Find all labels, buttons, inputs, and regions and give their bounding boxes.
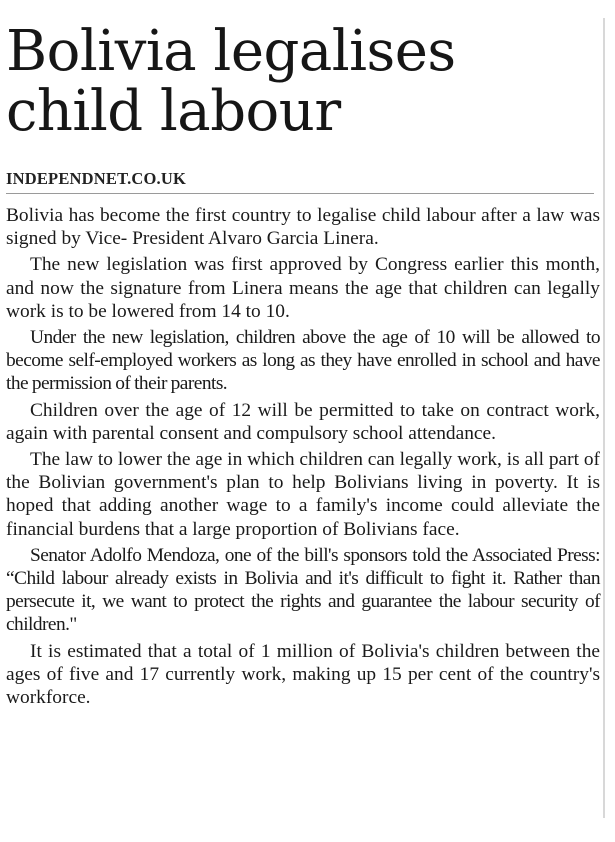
paragraph-2: The new legislation was first approved by Congress earlier this month, and now the signature from Linera means the age that children can legally work is to be lowered from 14 to 10. [6, 254, 600, 322]
article-source: INDEPENDNET.CO.UK [6, 169, 187, 188]
column-divider [603, 18, 605, 818]
source-divider [6, 193, 594, 194]
news-article [6, 0, 600, 712]
paragraph-5: The law to lower the age in which children can legally work, is all part of the Bolivian government's plan to help Bolivians living in poverty. It is hoped that adding another wage to a family's income could alleviate the financial burdens that a large proportion of Bolivians face. [6, 449, 600, 540]
paragraph-6: Senator Adolfo Mendoza, one of the bill's sponsors told the Associated Press: “Child labour already exists in Bolivia and it's difficult to fight it. Rather than persecute it, we want to protect the rights and guarantee the labour security of children." [6, 544, 600, 636]
paragraph-7: It is estimated that a total of 1 million of Bolivia's children between the ages of five and 17 currently work, making up 15 per cent of the country's workforce. [6, 640, 600, 709]
headline-line-1: Bolivia legalises [6, 19, 456, 84]
headline-line-2: child labour [6, 79, 341, 144]
paragraph-3: Under the new legislation, children above the age of 10 will be allowed to become self-employed workers as long as they have enrolled in school and have the permission of their parents. [6, 327, 600, 395]
paragraph-4: Children over the age of 12 will be permitted to take on contract work, again with parental consent and compulsory school attendance. [6, 399, 600, 444]
article-body [6, 204, 600, 709]
paragraph-1: Bolivia has become the first country to legalise child labour after a law was signed by Vice- President Alvaro Garcia Linera. [6, 205, 600, 250]
article-headline [6, 0, 600, 142]
